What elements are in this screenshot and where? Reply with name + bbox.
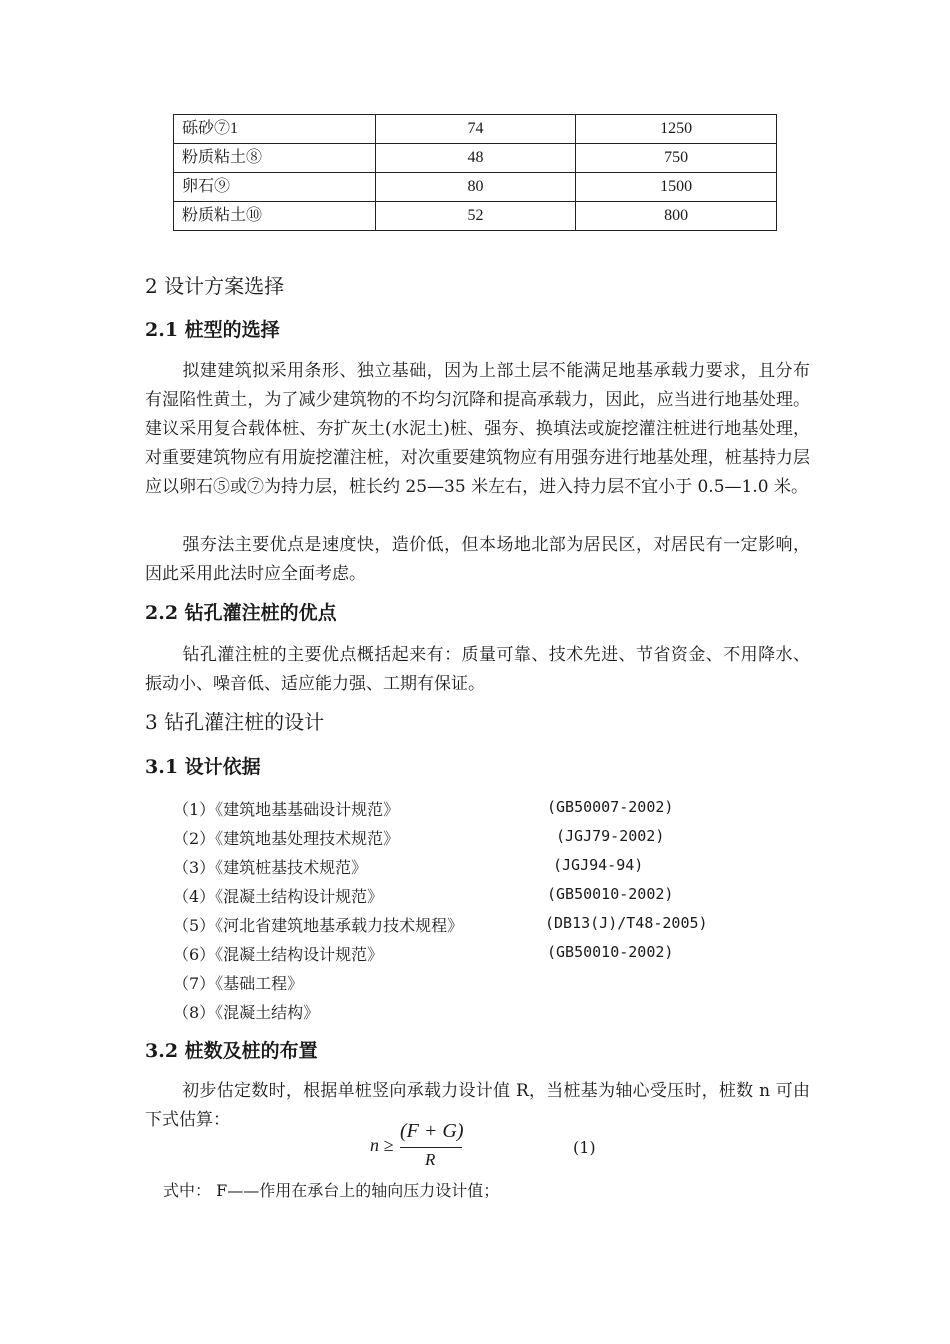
table-cell: 52 — [375, 202, 576, 231]
reference-item: （8）《混凝土结构》 — [173, 1003, 320, 1022]
table-row — [174, 144, 777, 173]
soil-parameter-table — [173, 114, 777, 231]
paragraph-text: 强夯法主要优点是速度快，造价低，但本场地北部为居民区，对居民有一定影响，因此采用此法时应全面考虑。 — [145, 535, 810, 584]
formula-lhs: n ≥ — [370, 1135, 394, 1155]
reference-item: （5）《河北省建筑地基承载力技术规程》 — [173, 916, 464, 935]
reference-item: （3）《建筑桩基技术规范》 — [173, 858, 368, 877]
section-2-heading: 2 设计方案选择 — [145, 274, 285, 298]
reference-code: (JGJ79-2002) — [556, 827, 665, 845]
table-row — [174, 115, 777, 144]
reference-item: （2）《建筑地基处理技术规范》 — [173, 829, 400, 848]
table-cell: 48 — [375, 144, 576, 173]
reference-item: （1）《建筑地基基础设计规范》 — [173, 800, 400, 819]
paragraph-text: 拟建建筑拟采用条形、独立基础，因为上部土层不能满足地基承载力要求，且分布有湿陷性黄土，为了减少建筑物的不均匀沉降和提高承载力，因此，应当进行地基处理。建议采用复合载体桩、夯扩灰土(水泥土)桩、强夯、换填法或旋挖灌注桩进行地基处理，对重要建筑物应有用旋挖灌注桩，对次重要建筑物应有用强夯进行地基处理，桩基持力层应以卵石⑤或⑦为持力层，桩长约 25—35 米左右，进入持力层不宜小于 0.5—1.0 米。 — [145, 361, 810, 497]
reference-code: (DB13(J)/T48-2005) — [545, 914, 708, 932]
table-row — [174, 173, 777, 202]
reference-code: (GB50010-2002) — [547, 943, 674, 961]
table-cell: 74 — [375, 115, 576, 144]
reference-item: （4）《混凝土结构设计规范》 — [173, 887, 384, 906]
formula-numerator: (F + G) — [400, 1120, 464, 1142]
fraction-bar — [400, 1147, 462, 1148]
section-2-1-paragraph-2 — [145, 531, 810, 589]
table-cell: 80 — [375, 173, 576, 202]
reference-code: (GB50007-2002) — [547, 798, 674, 816]
table-cell: 粉质粘土⑧ — [174, 144, 376, 173]
table-row — [174, 202, 777, 231]
table-cell: 800 — [576, 202, 777, 231]
section-3-heading: 3 钻孔灌注桩的设计 — [145, 710, 325, 734]
paragraph-text: 初步估定数时，根据单桩竖向承载力设计值 R，当桩基为轴心受压时，桩数 n 可由下式估算： — [145, 1081, 810, 1130]
paragraph-text: 钻孔灌注桩的主要优点概括起来有：质量可靠、技术先进、节省资金、不用降水、振动小、噪音低、适应能力强、工期有保证。 — [145, 645, 810, 694]
formula-where-clause: 式中： F——作用在承台上的轴向压力设计值； — [163, 1181, 500, 1200]
formula-denominator: R — [425, 1150, 436, 1169]
section-2-2-heading: 2.2 钻孔灌注桩的优点 — [145, 602, 337, 624]
table-cell: 1500 — [576, 173, 777, 202]
reference-item: （6）《混凝土结构设计规范》 — [173, 945, 384, 964]
equation-number: (1) — [573, 1138, 596, 1157]
table-cell: 卵石⑨ — [174, 173, 376, 202]
table-cell: 1250 — [576, 115, 777, 144]
pile-count-formula — [370, 1120, 490, 1174]
table-cell: 砾砂⑦1 — [174, 115, 376, 144]
section-2-1-heading: 2.1 桩型的选择 — [145, 319, 280, 341]
section-3-1-heading: 3.1 设计依据 — [145, 756, 261, 778]
table-cell: 粉质粘土⑩ — [174, 202, 376, 231]
table-cell: 750 — [576, 144, 777, 173]
section-2-1-paragraph-1 — [145, 357, 810, 502]
reference-item: （7）《基础工程》 — [173, 974, 304, 993]
section-3-2-heading: 3.2 桩数及桩的布置 — [145, 1040, 318, 1062]
reference-code: (JGJ94-94) — [553, 856, 644, 874]
section-2-2-paragraph — [145, 641, 810, 699]
reference-code: (GB50010-2002) — [547, 885, 674, 903]
